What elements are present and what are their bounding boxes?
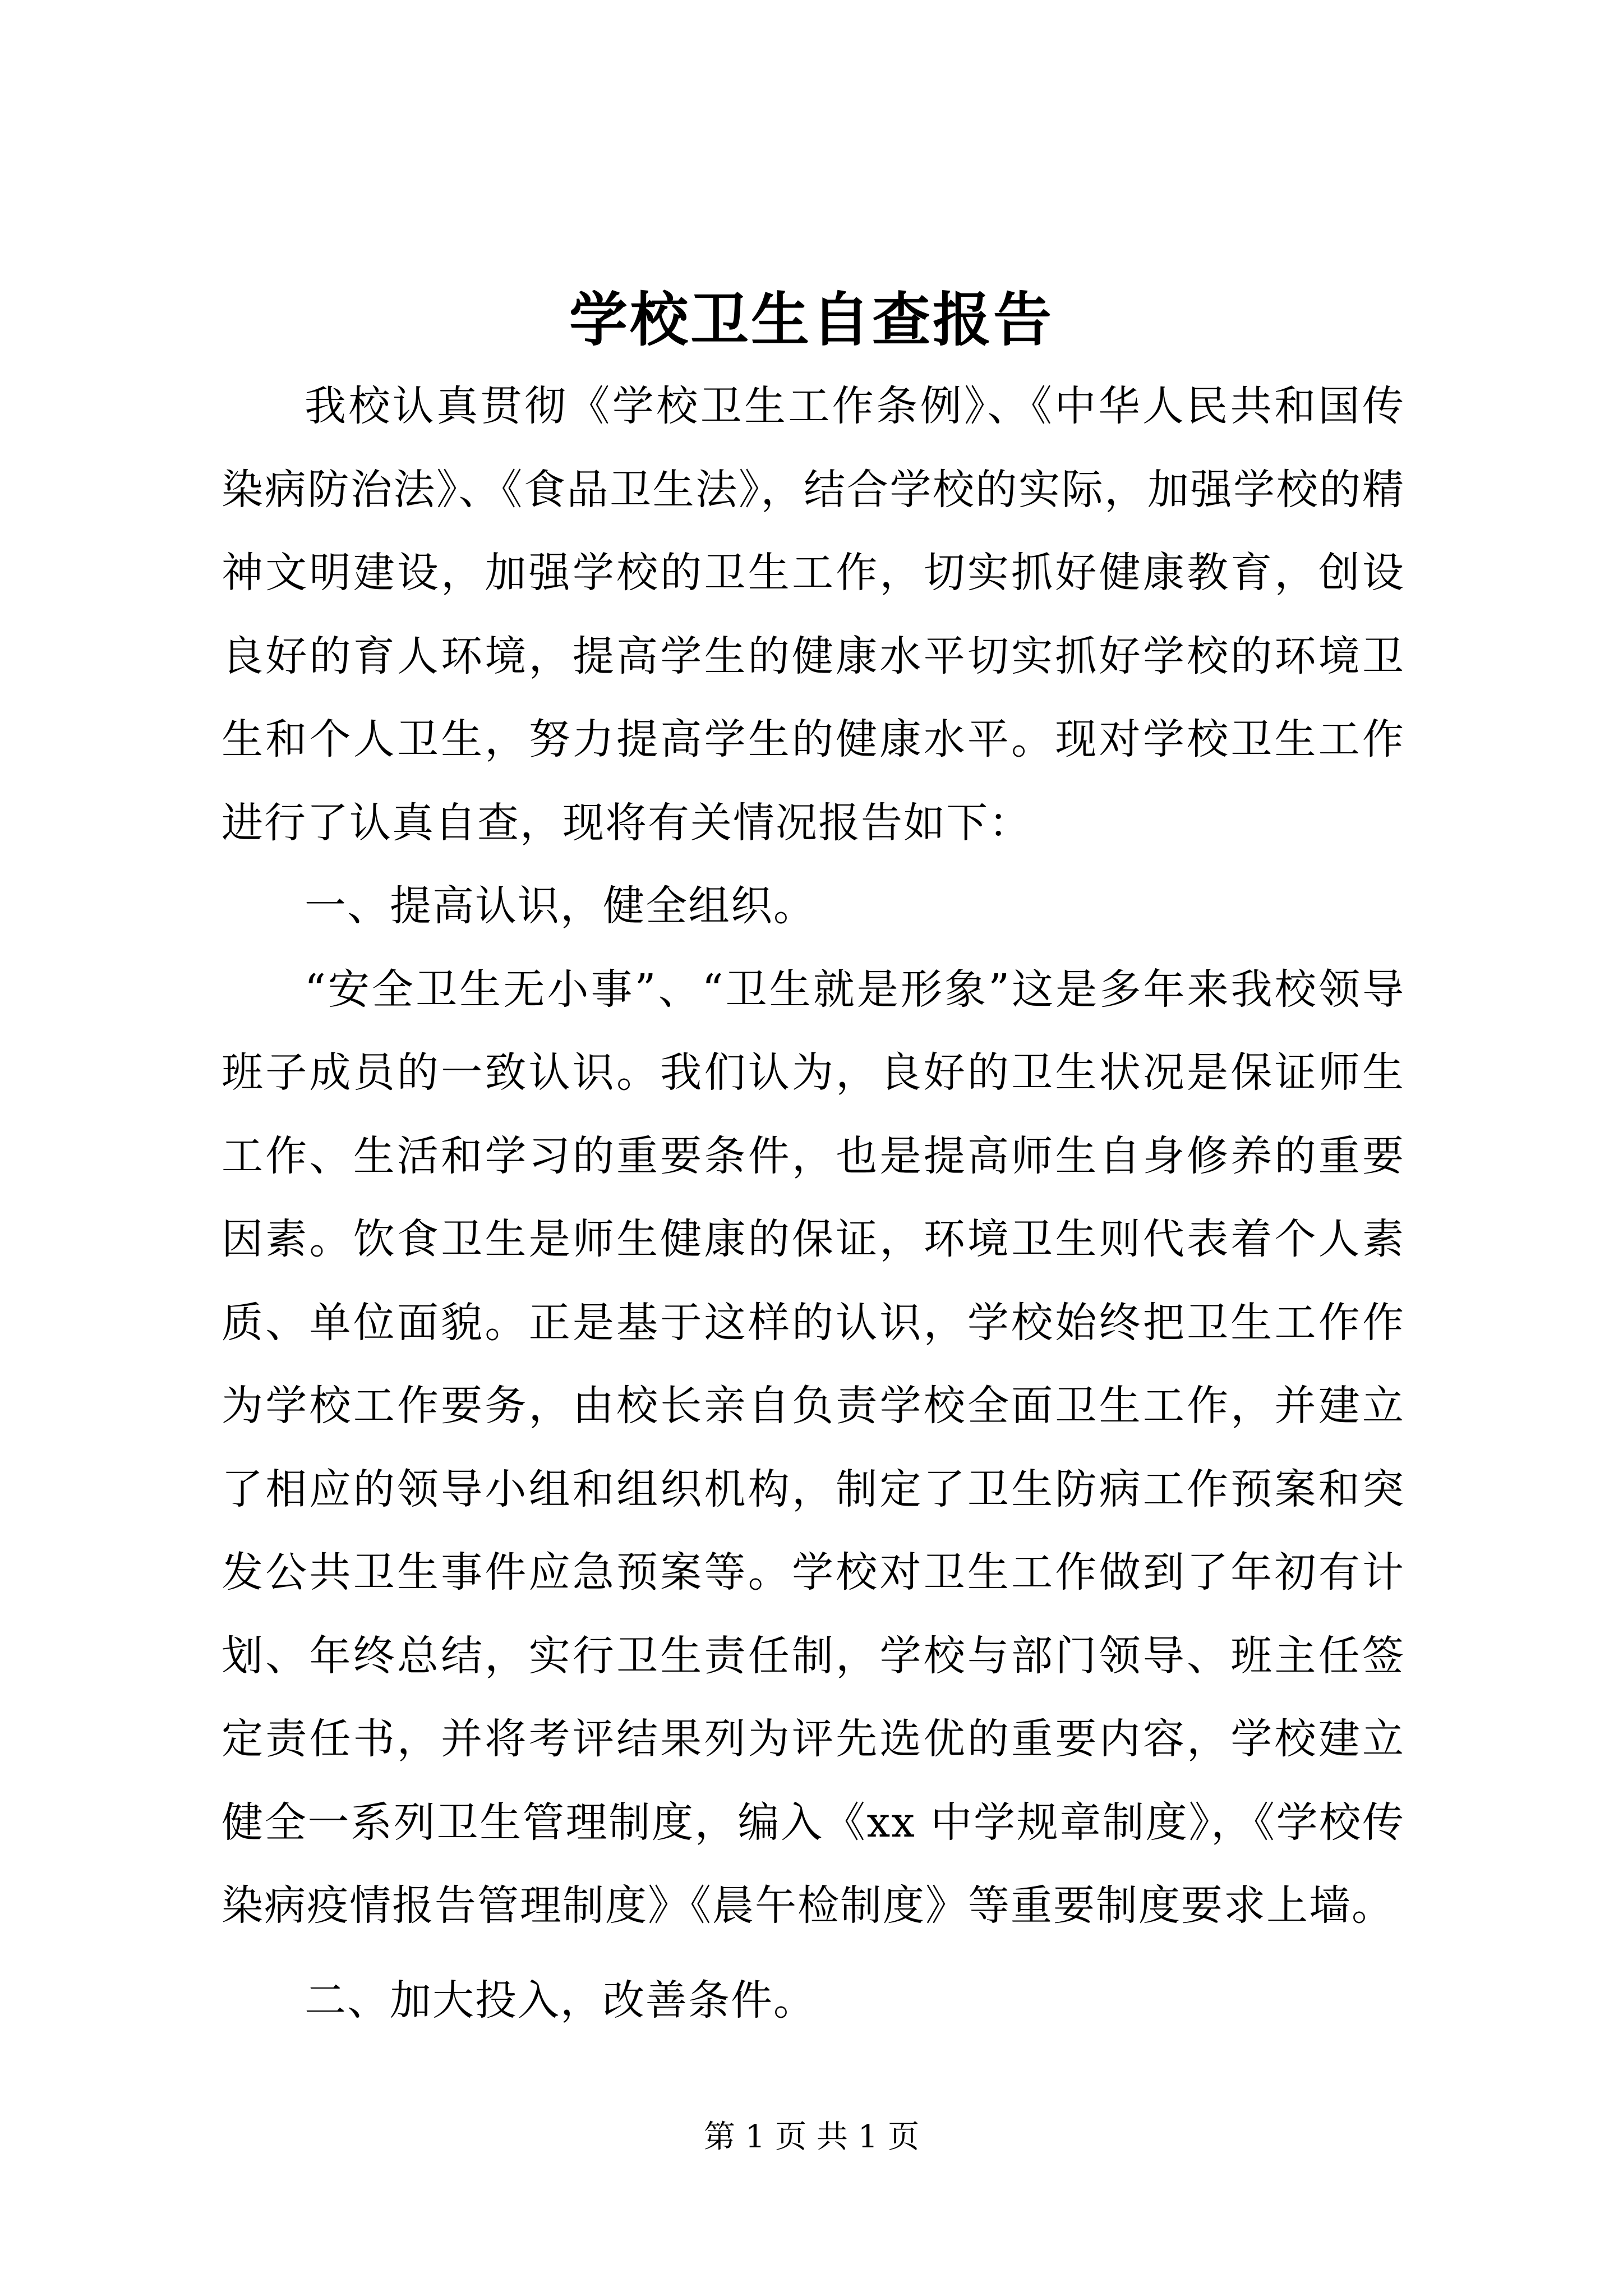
section-1-paragraph: “安全卫生无小事”、“卫生就是形象”这是多年来我校领导班子成员的一致认识。我们认为，良好的卫生状况是保证师生工作、生活和学习的重要条件，也是提高师生自身修养的重要因素。饮食卫生是师生健康的保证，环境卫生则代表着个人素质、单位面貌。正是基于这样的认识，学校始终把卫生工作作为学校工作要务，由校长亲自负责学校全面卫生工作，并建立了相应的领导小组和组织机构，制定了卫生防病工作预案和突发公共卫生事件应急预案等。学校对卫生工作做到了年初有计划、年终总结，实行卫生责任制，学校与部门领导、班主任签定责任书，并将考评结果列为评先选优的重要内容，学校建立健全一系列卫生管理制度，编入《xx 中学规章制度》，《学校传染病疫情报告管理制度》《晨午检制度》等重要制度要求上墙。 bbox=[222, 965, 1405, 1930]
intro-paragraph: 我校认真贯彻《学校卫生工作条例》、《中华人民共和国传染病防治法》、《食品卫生法》，结合学校的实际，加强学校的精神文明建设，加强学校的卫生工作，切实抓好健康教育，创设良好的育人环境，提高学生的健康水平切实抓好学校的环境卫生和个人卫生，努力提高学生的健康水平。现对学校卫生工作进行了认真自查，现将有关情况报告如下： bbox=[222, 382, 1405, 847]
section-heading-2: 二、加大投入，改善条件。 bbox=[305, 1976, 816, 2024]
document-body bbox=[222, 365, 1405, 2042]
section-heading-1: 一、提高认识，健全组织。 bbox=[305, 882, 816, 930]
document-title: 学校卫生自查报告 bbox=[569, 285, 1054, 354]
page-footer: 第 1 页 共 1 页 bbox=[703, 2119, 920, 2155]
